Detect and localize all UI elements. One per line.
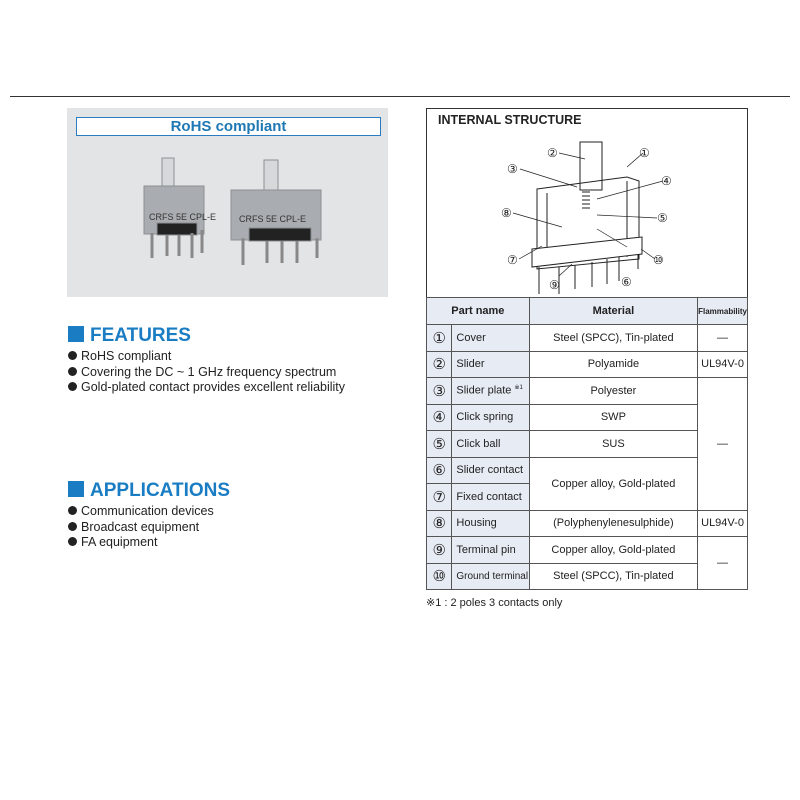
part-marking: CRFS 5E CPL-E [239,214,307,224]
callout-1: ① [639,146,650,160]
table-header-row [427,298,748,325]
callout-4: ④ [661,174,672,188]
callout-2: ② [547,146,558,160]
table-row: ⑩ Ground terminal Steel (SPCC), Tin-plated [427,563,748,590]
rohs-badge: RoHS compliant [76,117,381,136]
structure-title: INTERNAL STRUCTURE [438,113,582,127]
square-bullet-icon [68,326,84,342]
header-rule [10,96,790,97]
table-row: ⑧ Housing (Polyphenylenesulphide) UL94V-0 [427,510,748,537]
applications-heading: APPLICATIONS [68,480,230,502]
callout-8: ⑧ [501,206,512,220]
list-item: Gold-plated contact provides excellent reliability [68,380,345,396]
callout-6: ⑥ [621,275,632,289]
table-row: ⑦ Fixed contact [427,484,748,511]
footnote: ※1 : 2 poles 3 contacts only [426,597,563,609]
features-heading: FEATURES [68,325,191,347]
callout-5: ⑤ [657,211,668,225]
square-bullet-icon [68,481,84,497]
features-list [68,349,345,396]
internal-structure-panel [426,108,748,297]
table-row: ⑤ Click ball SUS [427,431,748,458]
header-part-name: Part name [427,298,530,325]
table-row: ⑨ Terminal pin Copper alloy, Gold-plated — [427,537,748,564]
product-photo [67,108,388,297]
table-row: ① Cover Steel (SPCC), Tin-plated — [427,325,748,352]
list-item: Broadcast equipment [68,520,214,536]
table-row: ③ Slider plate $^{※1}$ Polyester — [427,378,748,405]
part-marking: CRFS 5E CPL-E [149,212,217,222]
switch-photo-illustration [67,108,388,297]
header-material: Material [529,298,697,325]
materials-table [426,297,748,590]
list-item: Covering the DC ~ 1 GHz frequency spectrum [68,365,345,381]
callout-9: ⑨ [549,278,560,292]
footnote-marker: ※1 [514,385,523,392]
list-item: Communication devices [68,504,214,520]
list-item: FA equipment [68,535,214,551]
list-item: RoHS compliant [68,349,345,365]
table-row: ④ Click spring SWP [427,404,748,431]
callout-3: ③ [507,162,518,176]
applications-list [68,504,214,551]
callout-7: ⑦ [507,253,518,267]
header-flammability: Flammability [698,298,748,325]
internal-structure-diagram [427,109,747,297]
table-row: ② Slider Polyamide UL94V-0 [427,351,748,378]
table-row: ⑥ Slider contact Copper alloy, Gold-plated [427,457,748,484]
callout-10: ⑩ [653,253,664,267]
